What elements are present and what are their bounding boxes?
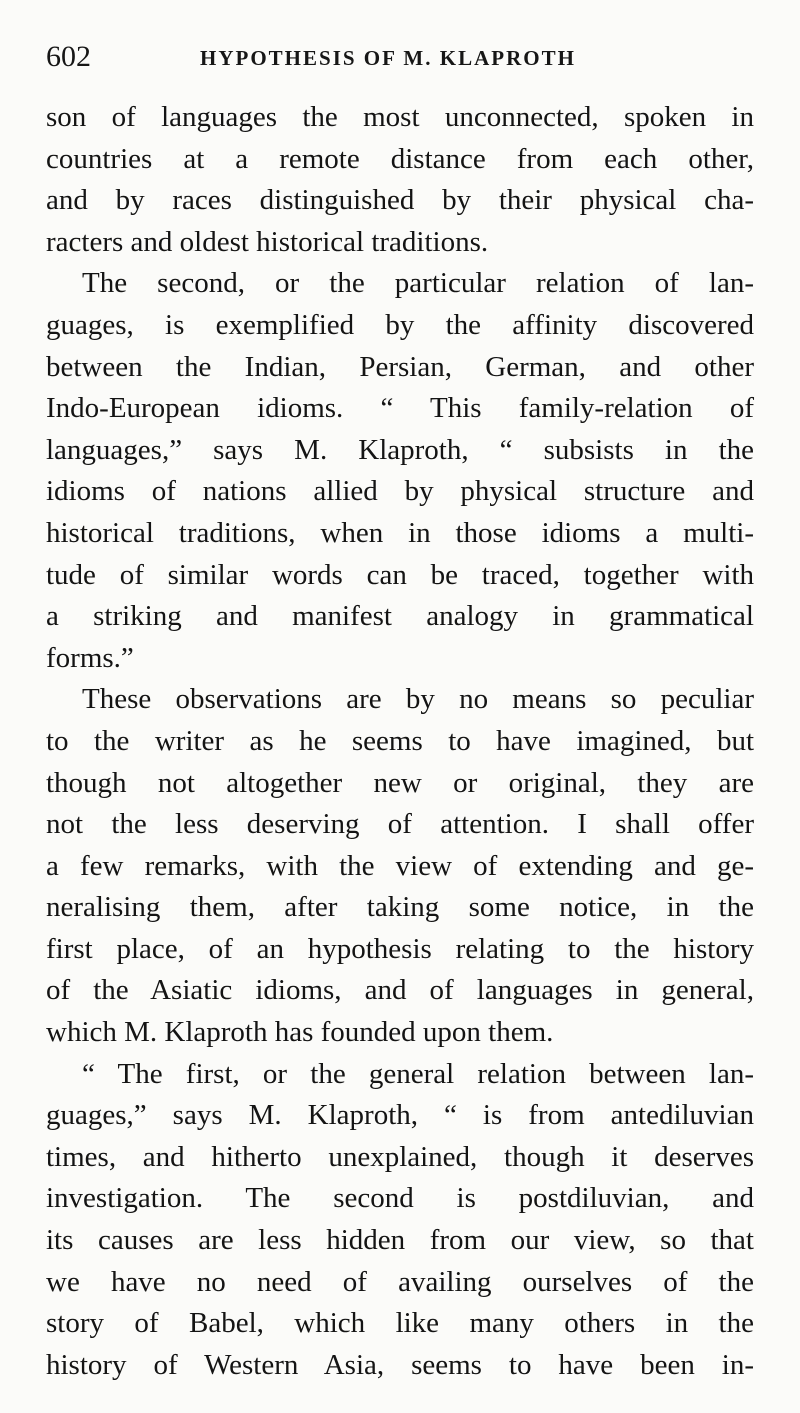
text-line: first place, of an hypothesis relating to the history [46, 932, 754, 965]
text-line: countries at a remote distance from each other, [46, 142, 754, 175]
text-line: Indo-European idioms. “ This family-relation of [46, 392, 754, 425]
paragraph-start-line: These observations are by no means so peculiar [82, 683, 754, 716]
text-line: to the writer as he seems to have imagined, but [46, 724, 754, 757]
page-number: 602 [46, 40, 91, 73]
text-line: investigation. The second is postdiluvian, and [46, 1182, 754, 1215]
text-line: forms.” [46, 641, 134, 674]
text-line: not the less deserving of attention. I shall offer [46, 808, 754, 841]
running-title: HYPOTHESIS OF M. KLAPROTH [200, 46, 576, 70]
text-line: idioms of nations allied by physical structure and [46, 475, 754, 508]
text-line: though not altogether new or original, they are [46, 766, 754, 799]
text-line: historical traditions, when in those idioms a multi- [46, 516, 754, 549]
paragraph-start-line: The second, or the particular relation of lan- [82, 267, 754, 300]
text-line: languages,” says M. Klaproth, “ subsists in the [46, 433, 754, 466]
text-line: a few remarks, with the view of extending and ge- [46, 849, 754, 882]
text-line: of the Asiatic idioms, and of languages in general, [46, 974, 754, 1007]
text-line: a striking and manifest analogy in grammatical [46, 600, 754, 633]
text-line: tude of similar words can be traced, together with [46, 558, 754, 591]
text-line: history of Western Asia, seems to have been in- [46, 1348, 754, 1381]
text-line: neralising them, after taking some notice, in the [46, 891, 754, 924]
text-line: which M. Klaproth has founded upon them. [46, 1016, 554, 1049]
text-line: guages,” says M. Klaproth, “ is from antediluvian [46, 1099, 754, 1132]
text-line: and by races distinguished by their physical cha- [46, 184, 754, 217]
running-head [46, 40, 756, 80]
text-line: between the Indian, Persian, German, and other [46, 350, 754, 383]
text-line: its causes are less hidden from our view, so that [46, 1224, 754, 1257]
body-text [46, 97, 754, 1386]
paragraph-start-line: “ The first, or the general relation between lan- [82, 1057, 754, 1090]
text-line: racters and oldest historical traditions. [46, 225, 489, 258]
text-line: times, and hitherto unexplained, though it deserves [46, 1140, 754, 1173]
text-line: story of Babel, which like many others in the [46, 1307, 754, 1340]
text-line: we have no need of availing ourselves of the [46, 1265, 754, 1298]
text-line: guages, is exemplified by the affinity discovered [46, 308, 754, 341]
text-line: son of languages the most unconnected, spoken in [46, 101, 754, 133]
